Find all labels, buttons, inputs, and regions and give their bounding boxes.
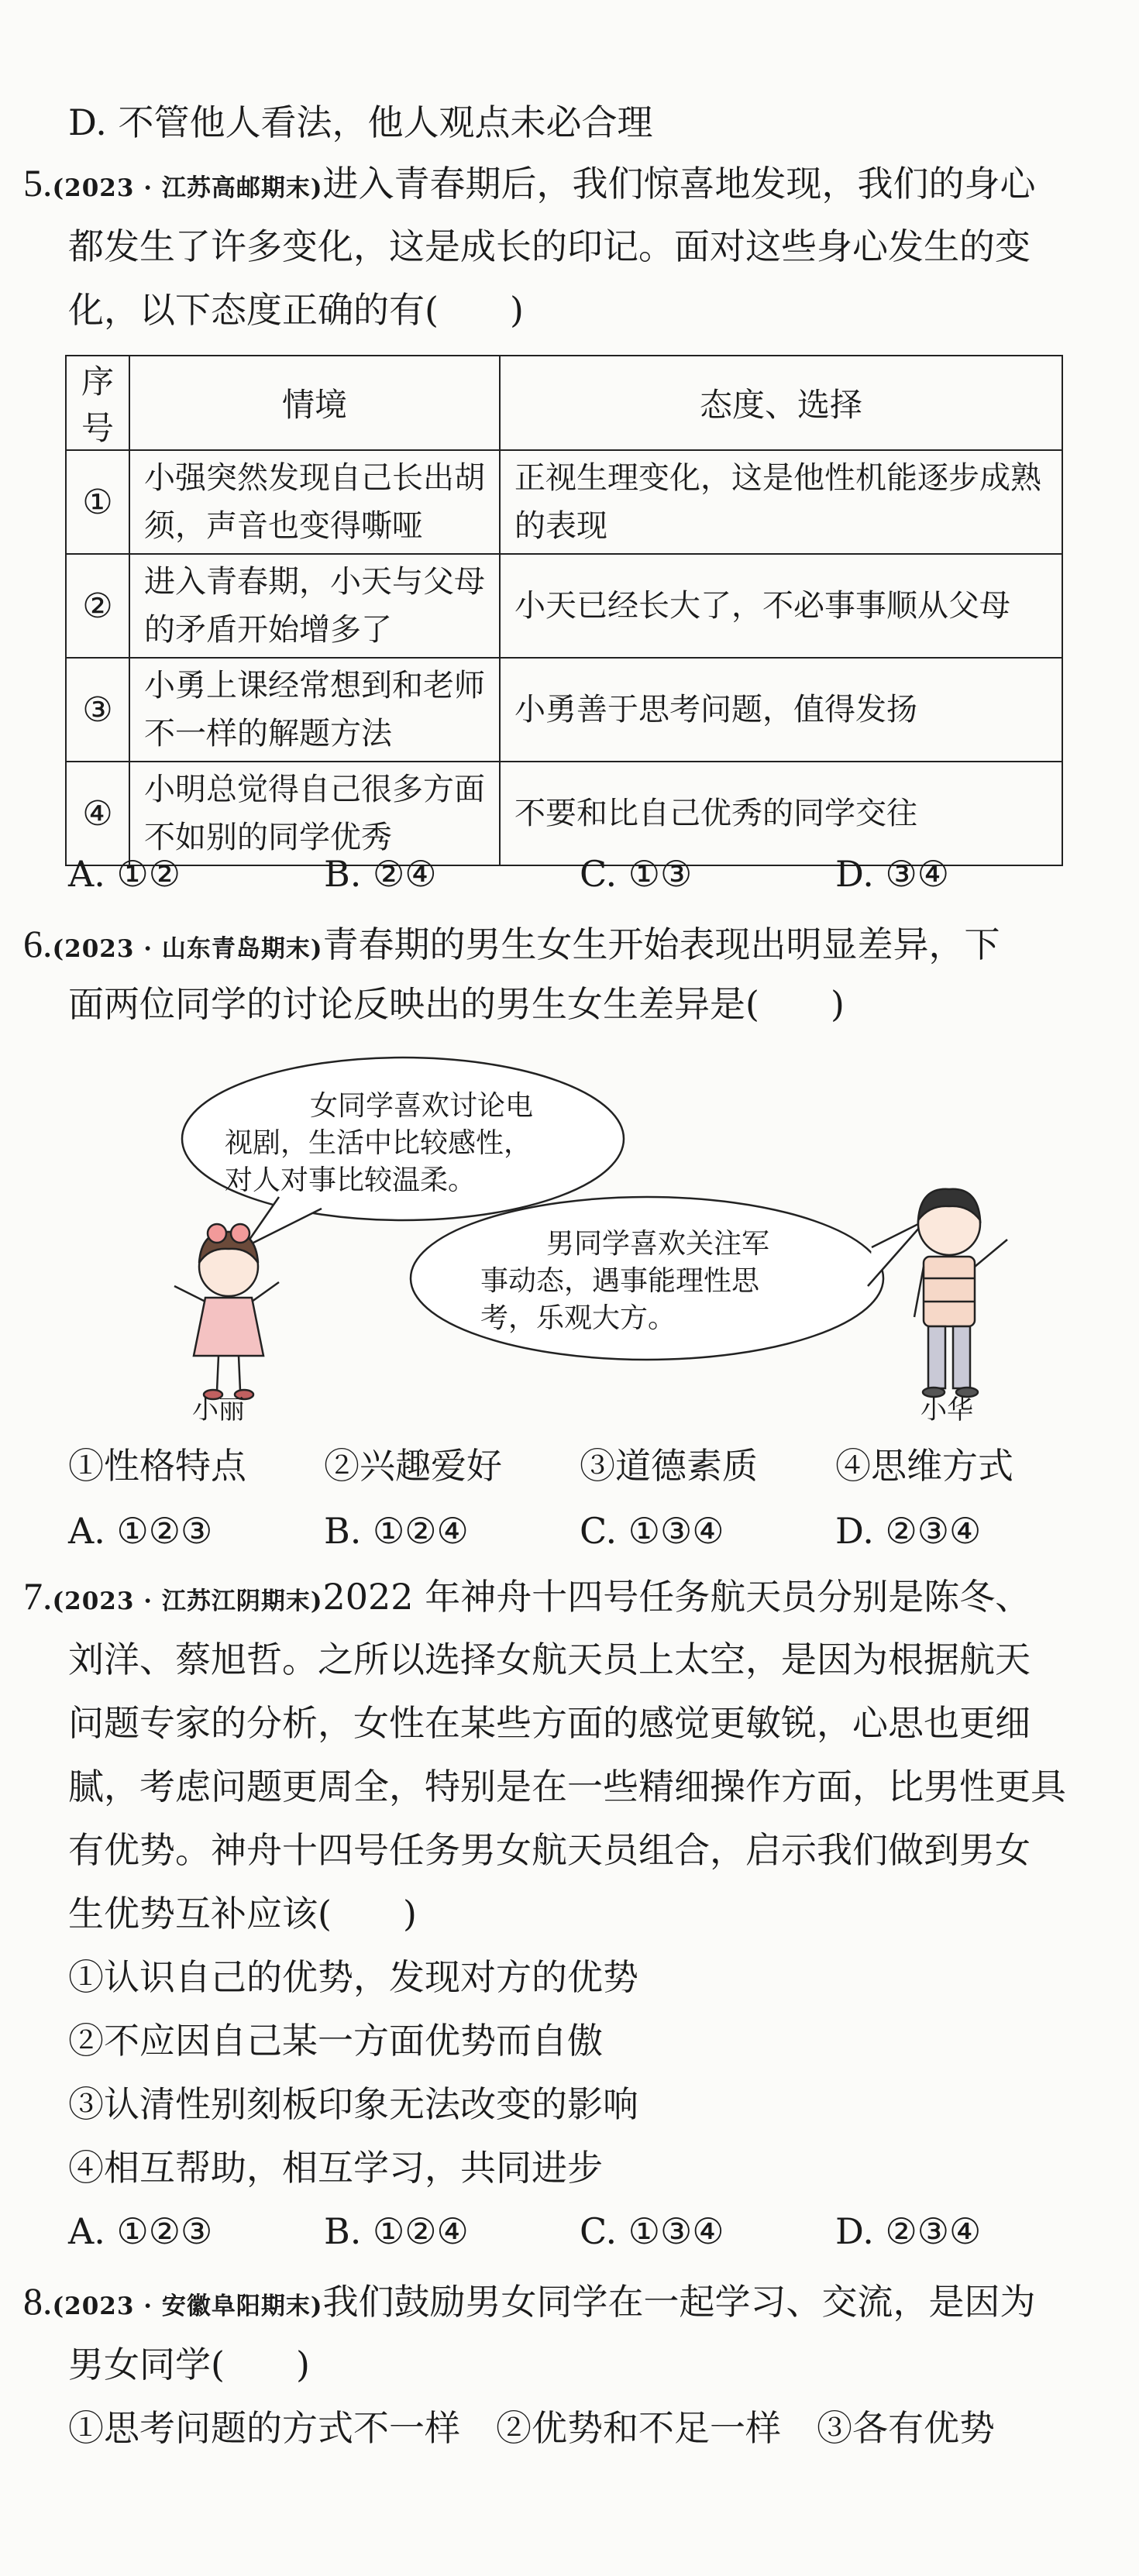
- table-cell-attitude: 小天已经长大了，不必事事顺从父母: [500, 554, 1062, 658]
- q7-option-a[interactable]: A. ①②③: [68, 2210, 213, 2252]
- q6-option-b[interactable]: B. ①②④: [324, 1510, 469, 1552]
- q7-item-3: ③认清性别刻板印象无法改变的影响: [68, 2083, 638, 2125]
- table-cell-index: ①: [66, 450, 129, 554]
- q5-option-d[interactable]: D. ③④: [835, 853, 949, 895]
- table-cell-situation: 进入青春期，小天与父母的矛盾开始增多了: [129, 554, 500, 658]
- table-row: [66, 554, 1062, 658]
- table-header-row: [66, 356, 1062, 450]
- q6-item-4: ④思维方式: [835, 1445, 1013, 1487]
- q8-stem-2: 男女同学( ): [68, 2344, 310, 2385]
- table-header-situation: 情境: [129, 356, 500, 450]
- q5-table: [65, 355, 1063, 866]
- table-cell-situation: 小勇上课经常想到和老师不一样的解题方法: [129, 658, 500, 762]
- boy-name-label: 小华: [920, 1395, 973, 1426]
- q7-stem-4: 腻，考虑问题更周全，特别是在一些精细操作方面，比男性更具: [68, 1766, 1066, 1807]
- boy-bubble-tail: [868, 1220, 926, 1286]
- q7-item-2: ②不应因自己某一方面优势而自傲: [68, 2020, 603, 2062]
- q5-option-b[interactable]: B. ②④: [324, 853, 437, 895]
- q8-number: 8.: [23, 2279, 53, 2323]
- table-cell-index: ②: [66, 554, 129, 658]
- q8-items: ①思考问题的方式不一样 ②优势和不足一样 ③各有优势: [68, 2407, 995, 2449]
- q5-stem-1: 进入青春期后，我们惊喜地发现，我们的身心: [322, 163, 1036, 205]
- q7-source: (2023 · 江苏江阴期末): [52, 1587, 323, 1615]
- q5-option-a[interactable]: A. ①②: [68, 853, 181, 895]
- q6-option-d[interactable]: D. ②③④: [835, 1510, 982, 1552]
- q6-item-2: ②兴趣爱好: [324, 1445, 502, 1487]
- q6-source: (2023 · 山东青岛期末): [52, 935, 323, 963]
- girl-figure: [174, 1224, 279, 1399]
- q8-source: (2023 · 安徽阜阳期末): [52, 2292, 323, 2320]
- q6-item-3: ③道德素质: [580, 1445, 758, 1487]
- q6-option-a[interactable]: A. ①②③: [68, 1510, 213, 1552]
- table-cell-attitude: 正视生理变化，这是他性机能逐步成熟的表现: [500, 450, 1062, 554]
- q5-stem-2: 都发生了许多变化，这是成长的印记。面对这些身心发生的变: [68, 225, 1031, 267]
- q7-item-4: ④相互帮助，相互学习，共同进步: [68, 2147, 603, 2189]
- q6-illustration: [170, 1054, 1023, 1426]
- q7-option-b[interactable]: B. ①②④: [324, 2210, 469, 2252]
- q6-stem-2: 面两位同学的讨论反映出的男生女生差异是( ): [68, 983, 845, 1025]
- q6-option-c[interactable]: C. ①③④: [580, 1510, 724, 1552]
- q7-options: [68, 2208, 981, 2254]
- table-cell-attitude: 小勇善于思考问题，值得发扬: [500, 658, 1062, 762]
- q6-items: [68, 1443, 1013, 1489]
- q7-stem-2: 刘洋、蔡旭哲。之所以选择女航天员上太空，是因为根据航天: [68, 1639, 1031, 1680]
- table-cell-attitude: 不要和比自己优秀的同学交往: [500, 762, 1062, 865]
- q7-stem-1: 2022 年神舟十四号任务航天员分别是陈冬、: [322, 1576, 1031, 1618]
- q5-source: (2023 · 江苏高邮期末): [52, 174, 323, 202]
- table-row: [66, 450, 1062, 554]
- q6-item-1: ①性格特点: [68, 1445, 246, 1487]
- q6-stem-line-1: [23, 920, 1000, 972]
- girl-name-label: 小丽: [192, 1395, 245, 1426]
- table-cell-index: ③: [66, 658, 129, 762]
- table-cell-index: ④: [66, 762, 129, 865]
- q6-number: 6.: [23, 922, 53, 965]
- q7-number: 7.: [23, 1574, 53, 1618]
- q5-stem-line-1: [23, 160, 1036, 212]
- q8-stem-1: 我们鼓励男女同学在一起学习、交流，是因为: [322, 2281, 1036, 2323]
- q7-stem-3: 问题专家的分析，女性在某些方面的感觉更敏锐，心思也更细: [68, 1702, 1031, 1744]
- q7-stem-5: 有优势。神舟十四号任务男女航天员组合，启示我们做到男女: [68, 1829, 1031, 1871]
- q5-number: 5.: [23, 161, 53, 205]
- table-header-index: 序号: [66, 356, 129, 450]
- q7-item-1: ①认识自己的优势，发现对方的优势: [68, 1956, 638, 1998]
- q8-stem-line-1: [23, 2278, 1036, 2330]
- boy-figure: [914, 1189, 1007, 1397]
- table-header-attitude: 态度、选择: [500, 356, 1062, 450]
- table-row: [66, 658, 1062, 762]
- q5-option-c[interactable]: C. ①③: [580, 853, 693, 895]
- q5-stem-3: 化，以下态度正确的有( ): [68, 289, 524, 331]
- boy-bubble-text: 男同学喜欢关注军 事动态，遇事能理性思 考，乐观大方。: [480, 1228, 770, 1334]
- q5-options: [68, 851, 949, 897]
- q7-stem-line-1: [23, 1573, 1031, 1625]
- table-cell-situation: 小明总觉得自己很多方面不如别的同学优秀: [129, 762, 500, 865]
- q7-option-c[interactable]: C. ①③④: [580, 2210, 724, 2252]
- q6-stem-1: 青春期的男生女生开始表现出明显差异，下: [322, 923, 1000, 965]
- q6-options: [68, 1508, 981, 1554]
- q7-stem-6: 生优势互补应该( ): [68, 1893, 417, 1935]
- table-cell-situation: 小强突然发现自己长出胡须，声音也变得嘶哑: [129, 450, 500, 554]
- q4-option-d: D. 不管他人看法，他人观点未必合理: [68, 101, 653, 143]
- girl-bubble-text: 女同学喜欢讨论电 视剧，生活中比较感性， 对人对事比较温柔。: [225, 1090, 534, 1196]
- q7-option-d[interactable]: D. ②③④: [835, 2210, 982, 2252]
- table-row: [66, 762, 1062, 865]
